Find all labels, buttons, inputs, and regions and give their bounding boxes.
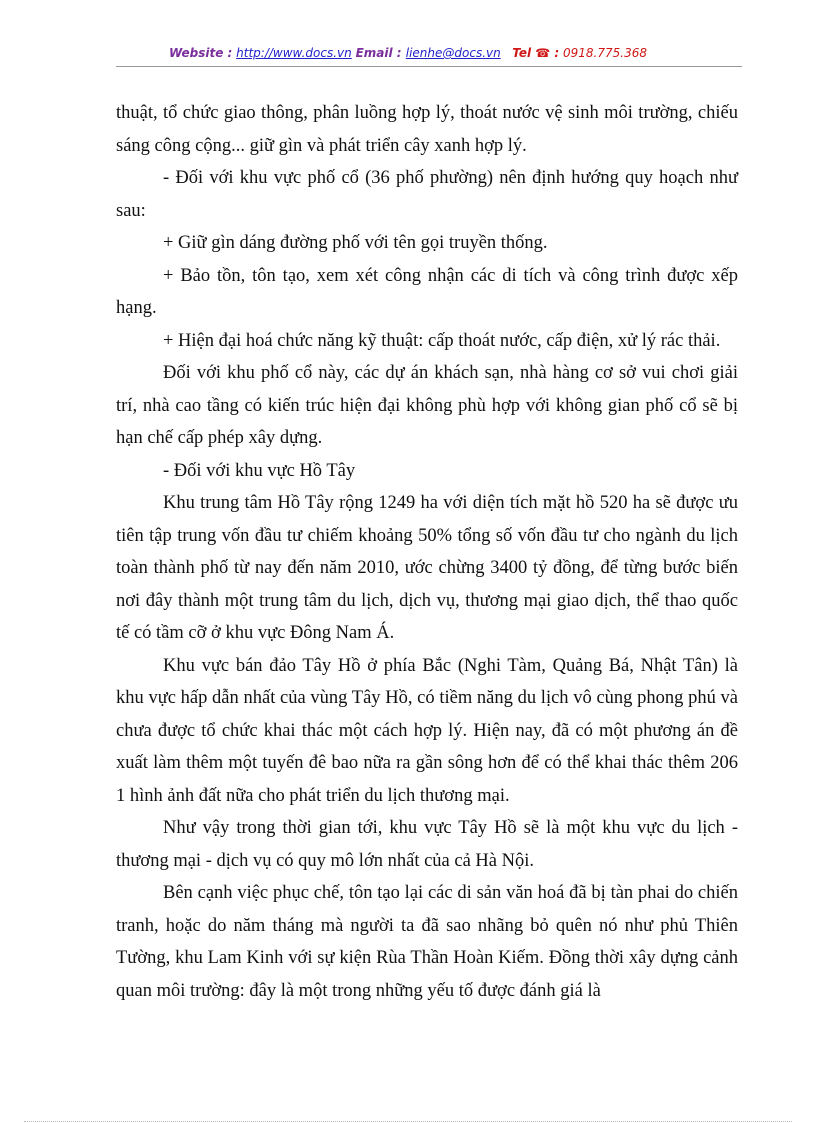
footer-divider — [24, 1121, 792, 1122]
email-separator: : — [392, 46, 406, 60]
paragraph: thuật, tổ chức giao thông, phân luồng hợp lý, thoát nước vệ sinh môi trường, chiếu sáng công cộng... giữ gìn và phát triển cây xanh hợp lý. — [116, 103, 738, 156]
header-divider — [116, 66, 742, 67]
paragraph: Đối với khu phố cổ này, các dự án khách sạn, nhà hàng cơ sở vui chơi giải trí, nhà cao tầng có kiến trúc hiện đại không phù hợp với không gian phố cổ sẽ bị hạn chế cấp phép xây dựng. — [116, 363, 738, 448]
paragraph: Khu vực bán đảo Tây Hồ ở phía Bắc (Nghi Tàm, Quảng Bá, Nhật Tân) là khu vực hấp dẫn nhất của vùng Tây Hồ, có tiềm năng du lịch vô cùng phong phú và chưa được tổ chức khai thác một cách hợp lý. Hiện nay, đã có một phương án đề xuất làm thêm một tuyến đê bao nữa ra gần sông hơn để có thể khai thác thêm 206 1 hình ảnh đất nữa cho phát triển du lịch thương mại. — [116, 655, 738, 806]
paragraph: + Giữ gìn dáng đường phố với tên gọi truyền thống. — [163, 233, 548, 253]
paragraph: + Bảo tồn, tôn tạo, xem xét công nhận các di tích và công trình được xếp hạng. — [116, 265, 738, 318]
website-label: Website : — [169, 46, 233, 60]
document-body — [116, 97, 738, 1007]
tel-label: Tel ☎ : — [512, 46, 560, 60]
paragraph: Như vậy trong thời gian tới, khu vực Tây Hồ sẽ là một khu vực du lịch - thương mại - dịch vụ có quy mô lớn nhất của cả Hà Nội. — [116, 818, 738, 871]
paragraph: Bên cạnh việc phục chế, tôn tạo lại các di sản văn hoá đã bị tàn phai do chiến tranh, hoặc do năm tháng mà người ta đã sao nhãng bỏ quên nó như phủ Thiên Tường, khu Lam Kinh với sự kiện Rùa Thần Hoàn Kiếm. Đồng thời xây dựng cảnh quan môi trường: đây là một trong những yếu tố được đánh giá là — [116, 883, 738, 1001]
website-link[interactable]: http://www.docs.vn — [236, 46, 352, 60]
email-label: Email — [355, 46, 393, 60]
page-header — [0, 46, 816, 60]
paragraph: - Đối với khu vực Hồ Tây — [163, 460, 356, 481]
paragraph: - Đối với khu vực phố cổ (36 phố phường) nên định hướng quy hoạch như sau: — [116, 168, 738, 221]
paragraph: Khu trung tâm Hồ Tây rộng 1249 ha với diện tích mặt hồ 520 ha sẽ được ưu tiên tập trung vốn đầu tư chiếm khoảng 50% tổng số vốn đầu tư cho ngành du lịch toàn thành phố từ nay đến năm 2010, ước chừng 3400 tỷ đồng, để từng bước biến nơi đây thành một trung tâm du lịch, dịch vụ, thương mại giao dịch, thể thao quốc tế có tầm cỡ ở khu vực Đông Nam Á. — [116, 493, 738, 643]
paragraph: + Hiện đại hoá chức năng kỹ thuật: cấp thoát nước, cấp điện, xử lý rác thải. — [163, 330, 721, 351]
email-link[interactable]: lienhe@docs.vn — [405, 46, 501, 60]
phone-number: 0918.775.368 — [563, 46, 647, 60]
